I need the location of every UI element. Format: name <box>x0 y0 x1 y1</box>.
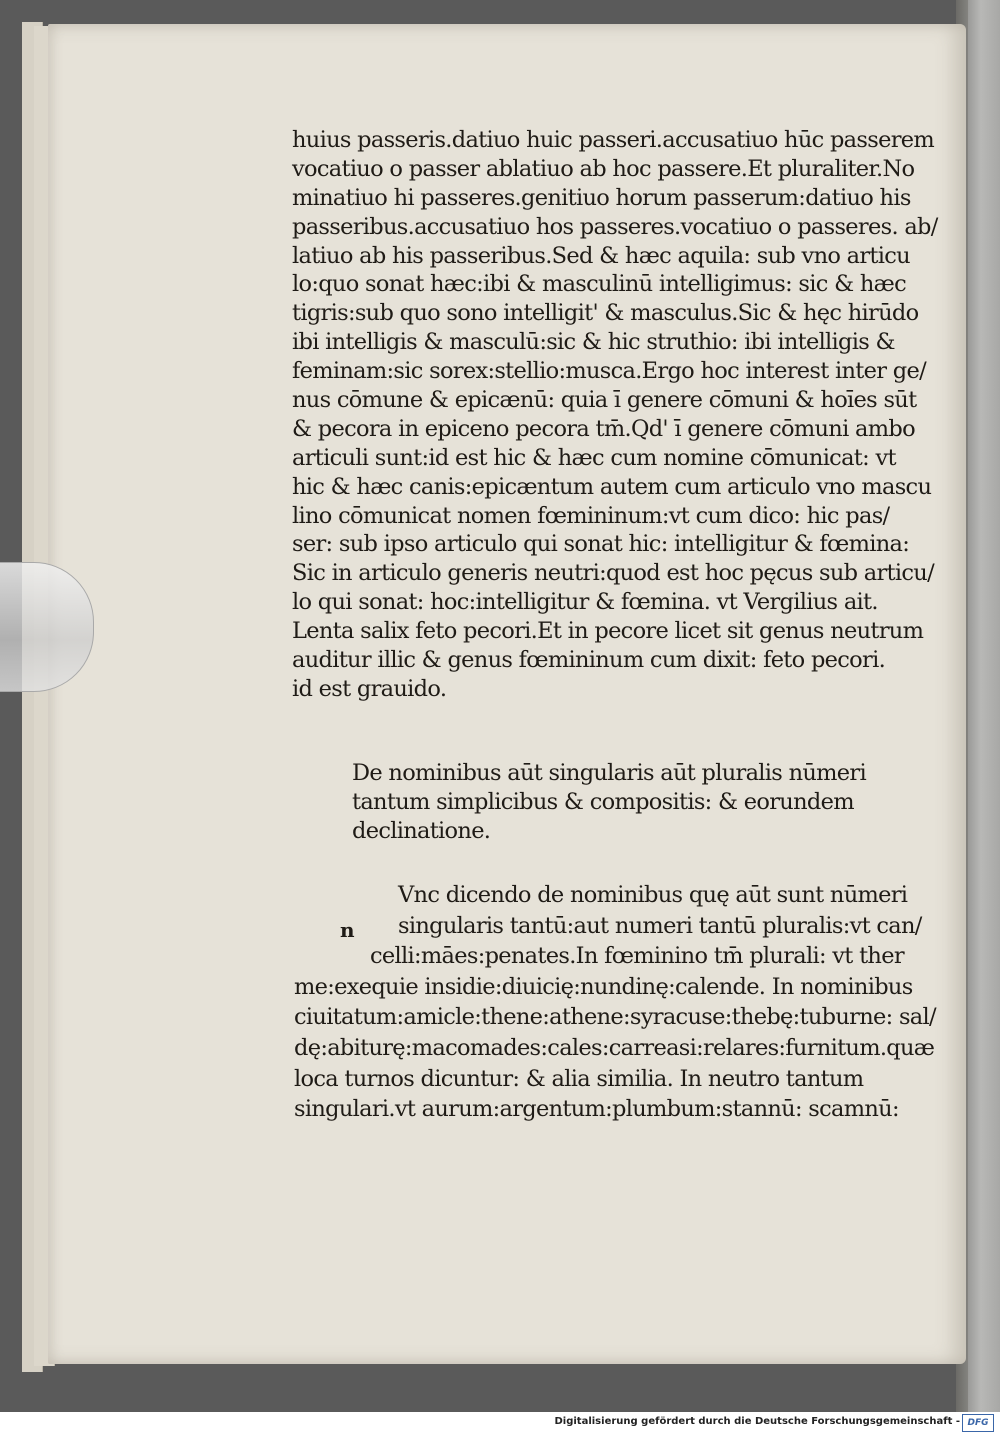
text-line: articuli sunt:id est hic & hæc cum nomine cōmunicat: vt <box>292 444 896 471</box>
heading-line: De nominibus aūt singularis aūt pluralis nūmeri <box>352 760 866 786</box>
text-line: feminam:sic sorex:stellio:musca.Ergo hoc interest inter ge/ <box>292 358 926 385</box>
text-line: lo:quo sonat hæc:ibi & masculinū intelligimus: sic & hæc <box>292 271 907 298</box>
text-line: nus cōmune & epicænū: quia ī genere cōmuni & hoīes sūt <box>292 387 917 414</box>
text-line: singulari.vt aurum:argentum:plumbum:stannū: scamnū: <box>294 1096 899 1123</box>
heading-line: declinatione. <box>352 818 491 844</box>
heading-line: tantum simplicibus & compositis: & eorundem <box>352 789 854 815</box>
text-line: id est grauido. <box>292 675 447 702</box>
text-line: auditur illic & genus fœmininum cum dixit: feto pecori. <box>292 647 886 674</box>
text-line: loca turnos dicuntur: & alia similia. In neutro tantum <box>294 1065 864 1092</box>
scan-card-edge <box>968 0 1000 1412</box>
text-line: lo qui sonat: hoc:intelligitur & fœmina. vt Vergilius ait. <box>292 589 878 616</box>
main-text-block <box>292 126 938 704</box>
text-line: me:exequie insidie:diuicię:nundinę:calende. In nominibus <box>294 973 913 1000</box>
text-line: ciuitatum:amicle:thene:athene:syracuse:thebę:tuburne: sal/ <box>294 1004 936 1031</box>
text-line: huius passeris.datiuo huic passeri.accusatiuo hūc passerem <box>292 127 935 153</box>
text-line: passeribus.accusatiuo hos passeres.vocatiuo o passeres. ab/ <box>292 213 938 240</box>
text-line: dę:abiturę:macomades:cales:carreasi:relares:furnitum.quæ <box>294 1034 935 1061</box>
section-heading <box>352 759 912 846</box>
text-line: tigris:sub quo sono intelligit' & masculus.Sic & hęc hirūdo <box>292 300 919 327</box>
text-line: latiuo ab his passeribus.Sed & hæc aquila: sub vno articu <box>292 242 910 269</box>
dfg-logo-icon: DFG <box>962 1414 994 1432</box>
text-line: Sic in articulo generis neutri:quod est hoc pęcus sub articu/ <box>292 560 934 587</box>
guide-initial-letter: n <box>340 918 355 942</box>
text-line: hic & hæc canis:epicæntum autem cum articulo vno mascu <box>292 473 932 500</box>
text-line: lino cōmunicat nomen fœmininum:vt cum dico: hic pas/ <box>292 502 890 529</box>
funding-credit: Digitalisierung gefördert durch die Deutsche Forschungsgemeinschaft - <box>554 1416 960 1427</box>
text-line: ser: sub ipso articulo qui sonat hic: intelligitur & fœmina: <box>292 531 910 558</box>
text-line: Vnc dicendo de nominibus quę aūt sunt nūmeri <box>398 882 908 908</box>
text-line: vocatiuo o passer ablatiuo ab hoc passere.Et pluraliter.No <box>292 155 915 182</box>
text-line: & pecora in epiceno pecora tm̄.Qd' ī genere cōmuni ambo <box>292 415 915 442</box>
text-line: minatiuo hi passeres.genitiuo horum passerum:datiuo his <box>292 184 911 211</box>
text-line: singularis tantū:aut numeri tantū pluralis:vt can/ <box>398 912 922 939</box>
text-line: ibi intelligis & masculū:sic & hic struthio: ibi intelligis & <box>292 329 895 356</box>
text-line: celli:māes:penates.In fœminino tm̄ plurali: vt ther <box>370 943 904 970</box>
text-line: Lenta salix feto pecori.Et in pecore licet sit genus neutrum <box>292 618 924 645</box>
second-paragraph <box>294 880 934 1125</box>
